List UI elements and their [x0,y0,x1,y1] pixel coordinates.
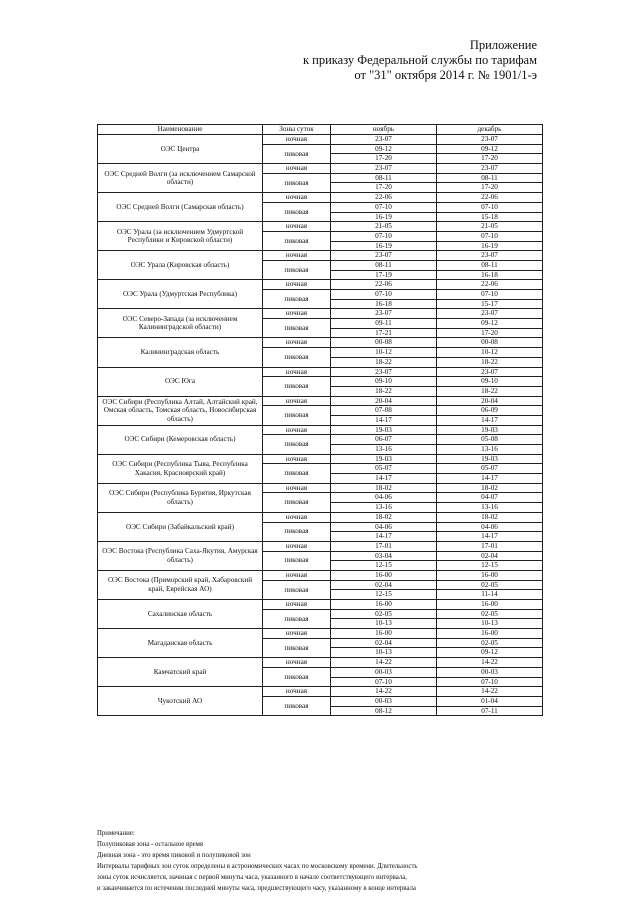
peak-november-value: 09-12 [331,144,437,154]
note-line: Примечание: [97,830,135,837]
peak-november-value: 07-08 [331,406,437,416]
zone-peak-label: пиковая [263,348,331,367]
column-header-name: Наименование [98,125,263,135]
night-november-value: 19-03 [331,425,437,435]
peak-november-value: 07-10 [331,677,437,687]
peak-december-value: 08-11 [437,173,543,183]
peak-december-value: 05-07 [437,464,543,474]
peak-december-value: 10-13 [437,619,543,629]
peak-december-value: 05-08 [437,435,543,445]
tariff-zones-table [97,124,543,716]
peak-november-value: 13-16 [331,503,437,513]
table-row [98,600,543,610]
night-november-value: 17-01 [331,541,437,551]
zone-night-label: ночная [263,164,331,174]
peak-november-value: 07-10 [331,231,437,241]
region-name: ОЭС Средней Волги (Самарская область) [98,193,263,222]
table-row [98,280,543,290]
region-name: Калининградская область [98,338,263,367]
night-november-value: 22-06 [331,280,437,290]
peak-december-value: 09-10 [437,377,543,387]
night-december-value: 21-05 [437,222,543,232]
peak-december-value: 02-05 [437,638,543,648]
table-row [98,687,543,697]
region-name: ОЭС Средней Волги (за исключением Самарской области) [98,164,263,193]
zone-peak-label: пиковая [263,638,331,657]
peak-november-value: 12-15 [331,561,437,571]
table-row [98,338,543,348]
zone-night-label: ночная [263,454,331,464]
table-row [98,570,543,580]
night-december-value: 19-03 [437,425,543,435]
peak-november-value: 17-21 [331,328,437,338]
night-november-value: 23-07 [331,135,437,145]
zone-peak-label: пиковая [263,435,331,454]
table-row [98,193,543,203]
zone-night-label: ночная [263,512,331,522]
peak-november-value: 10-13 [331,619,437,629]
region-name: ОЭС Востока (Приморский край, Хабаровский край, Еврейская АО) [98,570,263,599]
peak-december-value: 14-17 [437,415,543,425]
peak-november-value: 07-10 [331,290,437,300]
zone-night-label: ночная [263,280,331,290]
table-row [98,454,543,464]
peak-december-value: 14-17 [437,474,543,484]
peak-november-value: 00-03 [331,667,437,677]
peak-december-value: 06-09 [437,406,543,416]
table-row [98,309,543,319]
night-november-value: 21-05 [331,222,437,232]
table-row [98,222,543,232]
night-november-value: 20-04 [331,396,437,406]
peak-december-value: 11-14 [437,590,543,600]
region-name: Камчатский край [98,658,263,687]
night-december-value: 18-02 [437,512,543,522]
peak-november-value: 16-19 [331,241,437,251]
table-row [98,629,543,639]
night-november-value: 18-02 [331,512,437,522]
peak-november-value: 02-04 [331,580,437,590]
peak-december-value: 18-22 [437,357,543,367]
zone-night-label: ночная [263,600,331,610]
notes [97,828,567,894]
zone-night-label: ночная [263,658,331,668]
column-header-zones: Зоны суток [263,125,331,135]
note-line: и заканчивается по истечении последней минуты часа, предшествующего часу, указанному в конце интервала [97,885,416,892]
night-november-value: 00-08 [331,338,437,348]
peak-november-value: 08-12 [331,706,437,716]
peak-november-value: 04-06 [331,522,437,532]
peak-november-value: 18-22 [331,357,437,367]
night-december-value: 23-07 [437,367,543,377]
zone-night-label: ночная [263,570,331,580]
night-november-value: 23-07 [331,251,437,261]
region-name: ОЭС Сибири (Республика Бурятия, Иркутская область) [98,483,263,512]
zone-peak-label: пиковая [263,551,331,570]
peak-november-value: 18-22 [331,386,437,396]
night-december-value: 23-07 [437,309,543,319]
table-row [98,396,543,406]
peak-december-value: 00-03 [437,667,543,677]
zone-peak-label: пиковая [263,260,331,279]
region-name: Магаданская область [98,629,263,658]
zone-night-label: ночная [263,193,331,203]
peak-december-value: 18-22 [437,386,543,396]
zone-peak-label: пиковая [263,667,331,686]
peak-november-value: 05-07 [331,464,437,474]
zone-peak-label: пиковая [263,319,331,338]
zone-night-label: ночная [263,251,331,261]
region-name: ОЭС Урала (Кировская область) [98,251,263,280]
peak-december-value: 04-06 [437,522,543,532]
peak-november-value: 14-17 [331,415,437,425]
peak-november-value: 17-20 [331,154,437,164]
peak-november-value: 17-19 [331,270,437,280]
header-date: от "31" октября 2014 г. № 1901/1-э [354,68,537,82]
peak-november-value: 14-17 [331,474,437,484]
peak-december-value: 17-20 [437,183,543,193]
table-row [98,541,543,551]
night-december-value: 16-00 [437,629,543,639]
peak-december-value: 12-15 [437,561,543,571]
peak-december-value: 09-12 [437,319,543,329]
night-december-value: 23-07 [437,251,543,261]
table-row [98,658,543,668]
zone-night-label: ночная [263,222,331,232]
note-line: Дневная зона - это время пиковой и полупиковой зон [97,852,251,859]
peak-december-value: 07-10 [437,290,543,300]
night-november-value: 23-07 [331,309,437,319]
peak-december-value: 15-18 [437,212,543,222]
peak-november-value: 10-13 [331,648,437,658]
note-line: Интервалы тарифных зон суток определены в астрономических часах по московскому времени. Длительность [97,863,418,870]
peak-december-value: 17-20 [437,328,543,338]
peak-december-value: 07-10 [437,677,543,687]
region-name: ОЭС Юга [98,367,263,396]
zone-night-label: ночная [263,687,331,697]
peak-november-value: 09-11 [331,319,437,329]
peak-november-value: 16-19 [331,212,437,222]
region-name: ОЭС Сибири (Республика Алтай, Алтайский край, Омская область, Томская область, Новосибирская область) [98,396,263,425]
table-row [98,251,543,261]
night-november-value: 16-00 [331,600,437,610]
region-name: ОЭС Центра [98,135,263,164]
peak-november-value: 12-15 [331,590,437,600]
night-november-value: 16-00 [331,629,437,639]
document-header [303,38,537,83]
night-december-value: 16-00 [437,570,543,580]
peak-november-value: 07-10 [331,202,437,212]
zone-peak-label: пиковая [263,377,331,396]
table-row [98,512,543,522]
zone-night-label: ночная [263,629,331,639]
night-december-value: 16-00 [437,600,543,610]
peak-december-value: 16-18 [437,270,543,280]
zone-peak-label: пиковая [263,580,331,599]
peak-december-value: 07-10 [437,231,543,241]
night-december-value: 17-01 [437,541,543,551]
night-november-value: 14-22 [331,687,437,697]
peak-december-value: 10-12 [437,348,543,358]
peak-november-value: 02-04 [331,638,437,648]
zone-night-label: ночная [263,483,331,493]
peak-november-value: 02-05 [331,609,437,619]
peak-december-value: 14-17 [437,532,543,542]
peak-november-value: 10-12 [331,348,437,358]
note-line: Полупиковая зона - остальное время [97,841,204,848]
peak-december-value: 09-12 [437,648,543,658]
note-line: зоны суток исчисляется, начиная с первой минуты часа, указанного в начале соответствующего интервала, [97,874,407,881]
night-december-value: 22-06 [437,280,543,290]
zone-night-label: ночная [263,338,331,348]
peak-november-value: 14-17 [331,532,437,542]
night-december-value: 00-08 [437,338,543,348]
column-header-december: декабрь [437,125,543,135]
peak-december-value: 02-05 [437,609,543,619]
night-november-value: 23-07 [331,164,437,174]
zone-peak-label: пиковая [263,144,331,163]
zone-peak-label: пиковая [263,231,331,250]
night-december-value: 20-04 [437,396,543,406]
peak-november-value: 16-18 [331,299,437,309]
region-name: Чукотский АО [98,687,263,716]
night-december-value: 23-07 [437,164,543,174]
night-november-value: 23-07 [331,367,437,377]
night-december-value: 23-07 [437,135,543,145]
night-november-value: 18-02 [331,483,437,493]
peak-december-value: 07-11 [437,706,543,716]
night-december-value: 14-22 [437,687,543,697]
peak-november-value: 06-07 [331,435,437,445]
region-name: ОЭС Урала (за исключением Удмуртской Республики и Кировской области) [98,222,263,251]
peak-december-value: 08-11 [437,260,543,270]
peak-december-value: 01-04 [437,696,543,706]
night-november-value: 14-22 [331,658,437,668]
peak-december-value: 13-16 [437,445,543,455]
peak-december-value: 02-05 [437,580,543,590]
zone-peak-label: пиковая [263,406,331,425]
header-order: к приказу Федеральной службы по тарифам [302,53,537,67]
peak-december-value: 07-10 [437,202,543,212]
peak-december-value: 04-07 [437,493,543,503]
peak-december-value: 15-17 [437,299,543,309]
region-name: ОЭС Востока (Республика Саха-Якутия, Амурская область) [98,541,263,570]
night-november-value: 16-00 [331,570,437,580]
night-december-value: 14-22 [437,658,543,668]
zone-peak-label: пиковая [263,202,331,221]
zone-night-label: ночная [263,396,331,406]
peak-december-value: 17-20 [437,154,543,164]
peak-december-value: 16-19 [437,241,543,251]
peak-december-value: 09-12 [437,144,543,154]
night-december-value: 22-06 [437,193,543,203]
zone-night-label: ночная [263,135,331,145]
table-row [98,483,543,493]
zone-peak-label: пиковая [263,522,331,541]
table-header-row [98,125,543,135]
zone-peak-label: пиковая [263,173,331,192]
peak-november-value: 04-06 [331,493,437,503]
peak-november-value: 00-03 [331,696,437,706]
table-row [98,367,543,377]
zone-night-label: ночная [263,309,331,319]
table-row [98,164,543,174]
region-name: ОЭС Сибири (Республика Тыва, Республика Хакасия, Красноярский край) [98,454,263,483]
region-name: Сахалинская область [98,600,263,629]
zone-peak-label: пиковая [263,290,331,309]
peak-november-value: 09-10 [331,377,437,387]
zone-peak-label: пиковая [263,696,331,715]
column-header-november: ноябрь [331,125,437,135]
table-body [98,135,543,716]
table-row [98,135,543,145]
zone-peak-label: пиковая [263,493,331,512]
zone-peak-label: пиковая [263,464,331,483]
zone-night-label: ночная [263,541,331,551]
region-name: ОЭС Урала (Удмуртская Республика) [98,280,263,309]
peak-november-value: 13-16 [331,445,437,455]
peak-december-value: 13-16 [437,503,543,513]
peak-november-value: 03-04 [331,551,437,561]
peak-november-value: 08-11 [331,260,437,270]
zone-night-label: ночная [263,425,331,435]
zone-night-label: ночная [263,367,331,377]
zone-peak-label: пиковая [263,609,331,628]
peak-december-value: 02-04 [437,551,543,561]
peak-november-value: 17-20 [331,183,437,193]
night-december-value: 18-02 [437,483,543,493]
night-december-value: 19-03 [437,454,543,464]
header-appendix: Приложение [469,38,537,52]
region-name: ОЭС Сибири (Кемеровская область) [98,425,263,454]
night-november-value: 19-03 [331,454,437,464]
region-name: ОЭС Сибири (Забайкальский край) [98,512,263,541]
region-name: ОЭС Северо-Запада (за исключением Калининградской области) [98,309,263,338]
night-november-value: 22-06 [331,193,437,203]
peak-november-value: 08-11 [331,173,437,183]
table-row [98,425,543,435]
